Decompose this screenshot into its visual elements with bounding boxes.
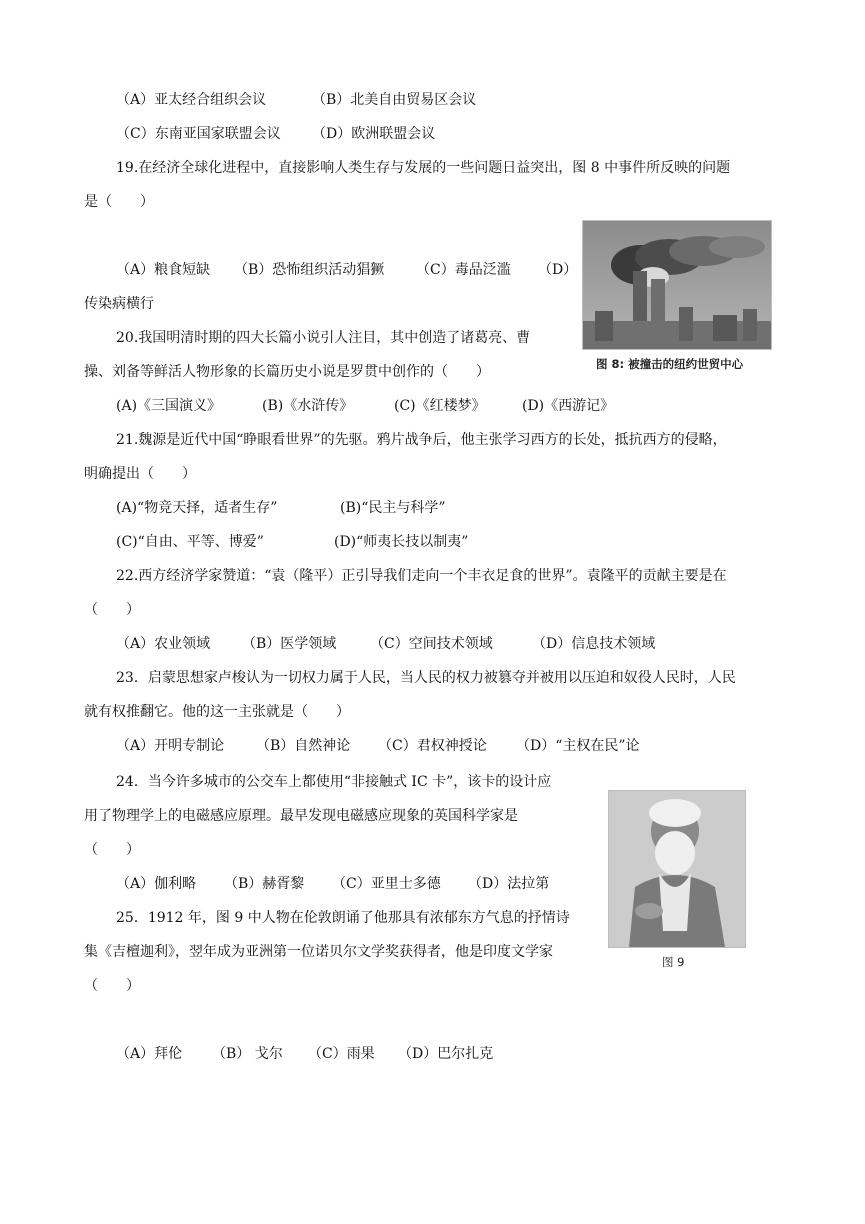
q21-option-d: (D)“师夷长技以制夷” (334, 534, 469, 550)
q19-option-a: （A）粮食短缺 (116, 262, 211, 278)
q25-option-d: （D）巴尔扎克 (398, 1046, 494, 1062)
q22-option-b: （B）医学领域 (242, 636, 337, 652)
q23-option-b: （B）自然神论 (256, 738, 351, 754)
q25-stem-line2: 集《吉檀迦利》，翌年成为亚洲第一位诺贝尔文学奖获得者，他是印度文学家 (84, 944, 553, 960)
q23-options (116, 736, 640, 756)
q19-option-b: （B）恐怖组织活动猖獗 (234, 262, 385, 278)
q22-options (116, 634, 655, 654)
q20-option-d: (D)《西游记》 (522, 398, 615, 414)
q21-stem-line1: 21.魏源是近代中国“睁眼看世界”的先驱。鸦片战争后，他主张学习西方的长处，抵抗西方的侵略， (116, 432, 727, 448)
q22-stem-line2: （ ） (84, 602, 140, 618)
q18-option-a: （A）亚太经合组织会议 (116, 92, 267, 108)
q21-stem-line2: 明确提出（ ） (84, 466, 196, 482)
figure-8-wtc-image (582, 220, 772, 350)
q25-stem-line1: 25．1912 年，图 9 中人物在伦敦朗诵了他那具有浓郁东方气息的抒情诗 (116, 910, 570, 926)
q20-options (116, 396, 614, 416)
q22-stem-line1: 22.西方经济学家赞道：“袁（隆平）正引导我们走向一个丰衣足食的世界”。袁隆平的贡献主要是在 (116, 568, 727, 584)
q19-stem-line1: 19.在经济全球化进程中，直接影响人类生存与发展的一些问题日益突出，图 8 中事件所反映的问题 (116, 160, 731, 176)
q18-options-row2 (116, 124, 435, 144)
q24-stem-line1: 24．当今许多城市的公交车上都使用“非接触式 IC 卡”，该卡的设计应 (116, 774, 552, 790)
q23-option-a: （A）开明专制论 (116, 738, 225, 754)
q18-option-b: （B）北美自由贸易区会议 (312, 92, 477, 108)
q25-option-b: （B） 戈尔 (212, 1046, 283, 1062)
q22-option-a: （A）农业领域 (116, 636, 211, 652)
figure-8-caption: 图 8: 被撞击的纽约世贸中心 (596, 357, 744, 371)
q24-option-c: （C）亚里士多德 (332, 876, 441, 892)
q20-option-c: (C)《红楼梦》 (394, 398, 486, 414)
q19-stem-line2: 是（ ） (84, 194, 154, 210)
q20-option-b: (B)《水浒传》 (262, 398, 354, 414)
q20-stem-line1: 20.我国明清时期的四大长篇小说引人注目，其中创造了诸葛亮、曹 (116, 330, 531, 346)
q23-option-d: （D）“主权在民”论 (516, 738, 640, 754)
q25-stem-line3: （ ） (84, 978, 140, 994)
q18-option-c: （C）东南亚国家联盟会议 (116, 126, 281, 142)
q24-options (116, 874, 549, 894)
q20-option-a: (A)《三国演义》 (116, 398, 222, 414)
q21-options-row1 (116, 498, 446, 518)
q24-stem-line2: 用了物理学上的电磁感应原理。最早发现电磁感应现象的英国科学家是 (84, 808, 518, 824)
q21-option-b: (B)“民主与科学” (340, 500, 446, 516)
q19-options (116, 260, 577, 280)
q18-option-d: （D）欧洲联盟会议 (312, 126, 436, 142)
q22-option-c: （C）空间技术领域 (370, 636, 493, 652)
q23-option-c: （C）君权神授论 (378, 738, 487, 754)
figure-9-portrait-image (608, 790, 746, 948)
q24-option-a: （A）伽利略 (116, 876, 197, 892)
q24-option-d: （D）法拉第 (468, 876, 550, 892)
q21-options-row2 (116, 532, 468, 552)
q25-options (116, 1044, 493, 1064)
q21-option-c: (C)“自由、平等、博爱” (116, 534, 264, 550)
q19-option-c: （C）毒品泛滥 (416, 262, 511, 278)
q22-option-d: （D）信息技术领域 (532, 636, 656, 652)
q19-option-d: （D） (538, 262, 578, 278)
q23-stem-line1: 23．启蒙思想家卢梭认为一切权力属于人民，当人民的权力被篡夺并被用以压迫和奴役人民时，人民 (116, 670, 736, 686)
q18-options-row1 (116, 90, 476, 110)
q25-option-a: （A）拜伦 (116, 1046, 183, 1062)
q24-stem-line3: （ ） (84, 842, 140, 858)
q21-option-a: (A)“物竞天择，适者生存” (116, 500, 278, 516)
q24-option-b: （B）赫胥黎 (224, 876, 305, 892)
q20-stem-line2: 操、刘备等鲜活人物形象的长篇历史小说是罗贯中创作的（ ） (84, 364, 490, 380)
figure-9-caption: 图 9 (662, 955, 685, 969)
q25-option-c: （C）雨果 (308, 1046, 375, 1062)
q19-option-d-cont: 传染病横行 (84, 296, 154, 312)
q23-stem-line2: 就有权推翻它。他的这一主张就是（ ） (84, 704, 350, 720)
